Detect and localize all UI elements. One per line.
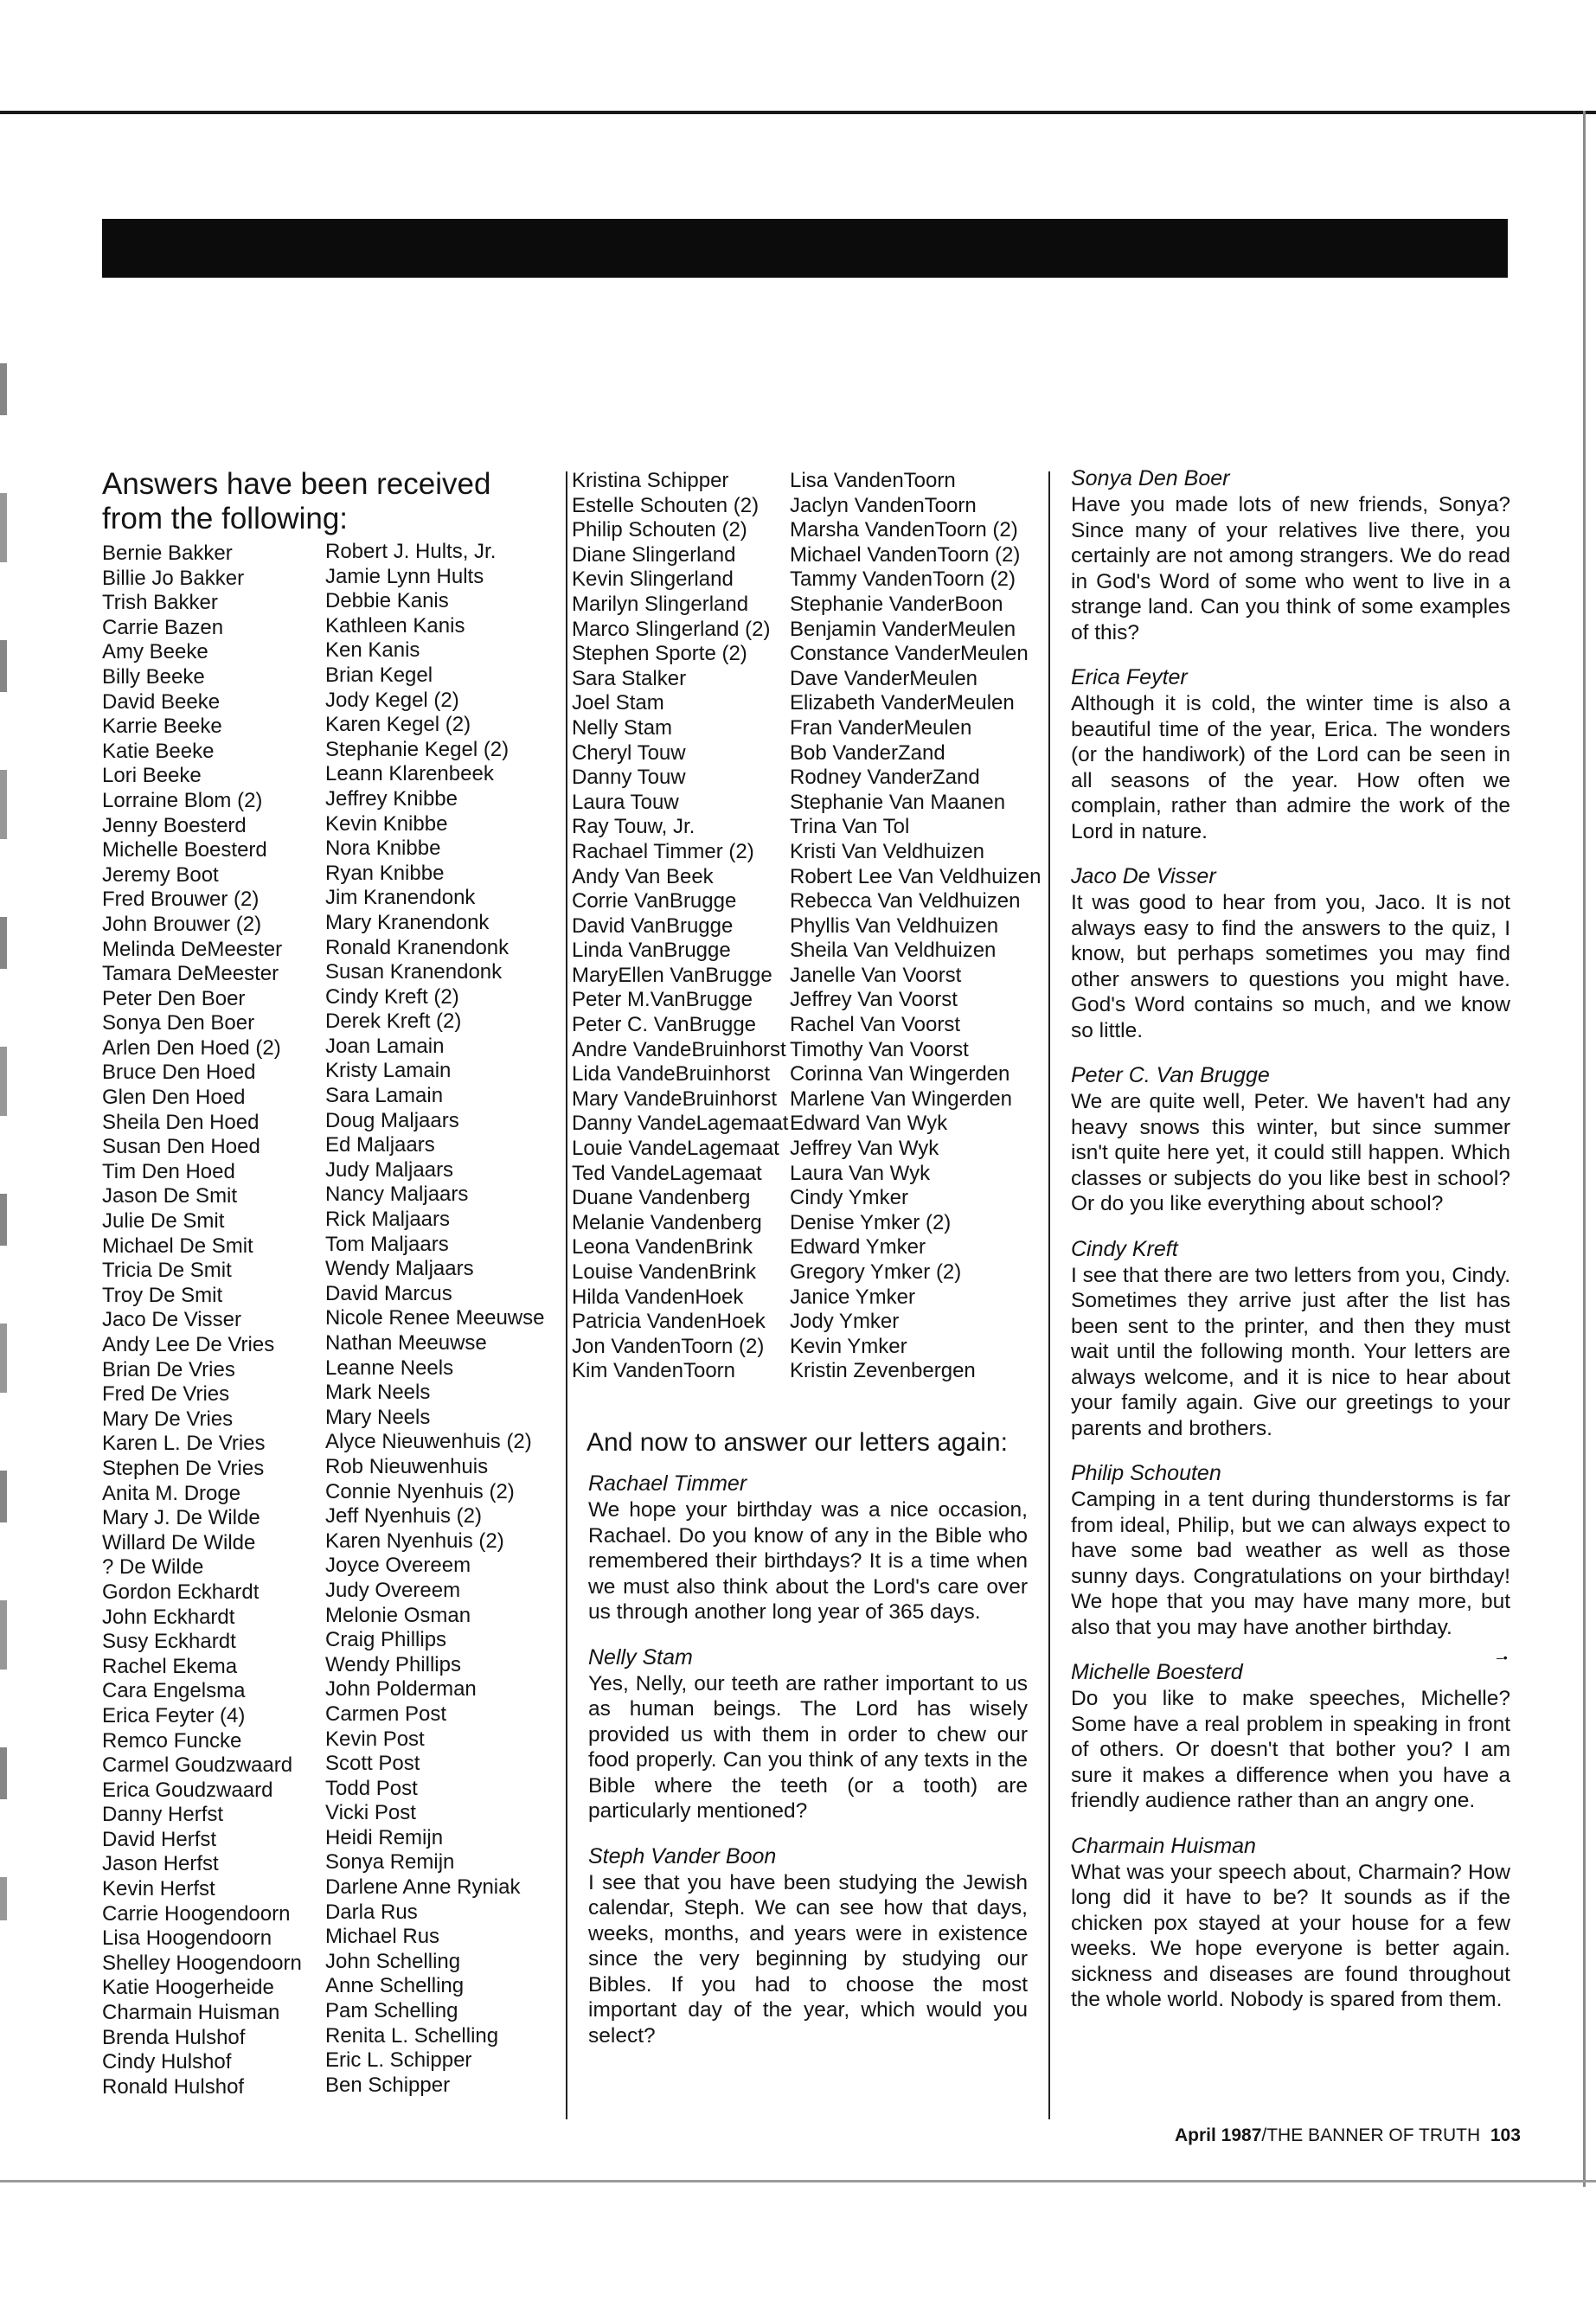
name-entry: Jeffrey Van Wyk bbox=[790, 1137, 939, 1161]
name-entry: Stephen Sporte (2) bbox=[572, 642, 747, 666]
name-entry: Gregory Ymker (2) bbox=[790, 1260, 962, 1284]
name-entry: Glen Den Hoed bbox=[102, 1086, 246, 1110]
footer-date: April 1987 bbox=[1175, 2125, 1262, 2145]
name-entry: Jenny Boesterd bbox=[102, 813, 247, 837]
name-entry: Linda VanBrugge bbox=[572, 939, 731, 963]
name-entry: Timothy Van Voorst bbox=[790, 1037, 969, 1061]
name-entry: Shelley Hoogendoorn bbox=[102, 1951, 302, 1975]
name-entry: Michael VandenToorn (2) bbox=[790, 542, 1021, 567]
name-entry: Erica Goudzwaard bbox=[102, 1778, 273, 1802]
name-entry: Lisa Hoogendoorn bbox=[102, 1926, 272, 1951]
name-entry: Renita L. Schelling bbox=[325, 2023, 499, 2048]
name-entry: Phyllis Van Veldhuizen bbox=[790, 913, 999, 938]
name-entry: Diane Slingerland bbox=[572, 542, 736, 567]
names-column-3 bbox=[572, 469, 790, 1384]
name-entry: Fred De Vries bbox=[102, 1382, 230, 1407]
letter-text: What was your speech about, Charmain? How long did it have to be? It sounds as if the chicken pox stayed at your house for a few weeks. We hope everyone is better again. sickness and diseases are found throughout the whole world. Nobody is spared from them. bbox=[1071, 1860, 1510, 2011]
name-entry: Elizabeth VanderMeulen bbox=[790, 691, 1015, 715]
name-entry: Jim Kranendonk bbox=[325, 886, 476, 910]
name-entry: Kristy Lamain bbox=[325, 1059, 452, 1083]
letter-text: I see that there are two letters from you, Cindy. Sometimes they arrive just after the list has been sent to the printer, and then they must wait until the following month. Your letters are always welcome, and it is nice to hear about your family again. Give our greetings to your parents and brothers. bbox=[1071, 1263, 1510, 1440]
letter-reply bbox=[1071, 664, 1510, 844]
name-entry: Tricia De Smit bbox=[102, 1259, 232, 1283]
name-entry: Wendy Phillips bbox=[325, 1652, 461, 1676]
name-entry: Lori Beeke bbox=[102, 764, 202, 788]
name-entry: Lorraine Blom (2) bbox=[102, 788, 263, 812]
name-entry: Janice Ymker bbox=[790, 1285, 915, 1309]
name-entry: Kathleen Kanis bbox=[325, 613, 465, 638]
name-entry: Mary Neels bbox=[325, 1405, 431, 1429]
letter-reply bbox=[588, 1843, 1028, 2049]
name-entry: Brenda Hulshof bbox=[102, 2025, 246, 2049]
names-column-4 bbox=[790, 469, 1049, 1384]
name-entry: David VanBrugge bbox=[572, 913, 734, 938]
name-entry: Ryan Knibbe bbox=[325, 861, 445, 885]
name-entry: Leanne Neels bbox=[325, 1356, 454, 1380]
name-entry: Lida VandeBruinhorst bbox=[572, 1062, 771, 1086]
name-entry: Jason Herfst bbox=[102, 1852, 219, 1876]
name-entry: Darlene Anne Ryniak bbox=[325, 1875, 521, 1900]
name-entry: Susy Eckhardt bbox=[102, 1630, 236, 1654]
letter-recipient: Nelly Stam bbox=[588, 1644, 693, 1670]
letter-reply bbox=[1071, 1236, 1510, 1442]
name-entry: Joyce Overeem bbox=[325, 1554, 471, 1578]
name-entry: Doug Maljaars bbox=[325, 1108, 459, 1132]
name-entry: Rodney VanderZand bbox=[790, 766, 980, 790]
name-entry: Michael De Smit bbox=[102, 1234, 253, 1258]
letter-reply bbox=[1071, 863, 1510, 1043]
names-list-4 bbox=[790, 469, 1049, 1384]
name-entry: Peter C. VanBrugge bbox=[572, 1013, 757, 1037]
names-list-2 bbox=[325, 540, 563, 2098]
letter-recipient: Erica Feyter bbox=[1071, 665, 1188, 689]
name-entry: Philip Schouten (2) bbox=[572, 518, 747, 542]
name-entry: Pam Schelling bbox=[325, 1999, 458, 2023]
name-entry: Michelle Boesterd bbox=[102, 838, 267, 862]
name-entry: Nathan Meeuwse bbox=[325, 1331, 487, 1355]
name-entry: Willard De Wilde bbox=[102, 1530, 256, 1554]
name-entry: Gordon Eckhardt bbox=[102, 1580, 260, 1604]
letter-recipient: Rachael Timmer bbox=[588, 1471, 747, 1496]
letter-text: I see that you have been studying the Jewish calendar, Steph. We can see how that days, weeks, months, and years were in existence since the very beginning by studying our Bibles. If you had to choose the most important day of the year, which would you select? bbox=[588, 1870, 1028, 2048]
name-entry: John Schelling bbox=[325, 1949, 461, 1973]
name-entry: Marsha VandenToorn (2) bbox=[790, 518, 1018, 542]
name-entry: Benjamin VanderMeulen bbox=[790, 617, 1016, 641]
name-entry: Peter M.VanBrugge bbox=[572, 988, 753, 1012]
name-entry: Andy Lee De Vries bbox=[102, 1333, 275, 1356]
name-entry: Jody Kegel (2) bbox=[325, 688, 459, 712]
name-entry: Kevin Slingerland bbox=[572, 567, 734, 592]
name-entry: ? De Wilde bbox=[102, 1555, 204, 1580]
name-entry: Anita M. Droge bbox=[102, 1481, 241, 1505]
footer-publication: /THE BANNER OF TRUTH bbox=[1261, 2125, 1481, 2145]
letter-reply bbox=[588, 1471, 1028, 1625]
name-entry: Danny Touw bbox=[572, 766, 686, 790]
name-entry: Andy Van Beek bbox=[572, 864, 714, 888]
letters-middle bbox=[588, 1471, 1028, 2067]
name-entry: Louie VandeLagemaat bbox=[572, 1137, 779, 1161]
name-entry: Duane Vandenberg bbox=[572, 1186, 751, 1210]
name-entry: Jeremy Boot bbox=[102, 862, 219, 887]
name-entry: Laura Van Wyk bbox=[790, 1161, 931, 1185]
name-entry: Carrie Hoogendoorn bbox=[102, 1901, 291, 1926]
name-entry: Fran VanderMeulen bbox=[790, 715, 972, 740]
name-entry: David Marcus bbox=[325, 1281, 452, 1305]
name-entry: Karen Nyenhuis (2) bbox=[325, 1529, 504, 1553]
name-entry: Heidi Remijn bbox=[325, 1825, 444, 1849]
name-entry: Robert Lee Van Veldhuizen bbox=[790, 864, 1042, 888]
name-entry: Constance VanderMeulen bbox=[790, 642, 1029, 666]
name-entry: Edward Van Wyk bbox=[790, 1112, 948, 1136]
letters-right bbox=[1071, 465, 1510, 2032]
name-entry: Remco Funcke bbox=[102, 1728, 242, 1753]
name-entry: Peter Den Boer bbox=[102, 986, 246, 1010]
name-entry: Corrie VanBrugge bbox=[572, 889, 737, 913]
name-entry: Jamie Lynn Hults bbox=[325, 564, 484, 588]
name-entry: Jeff Nyenhuis (2) bbox=[325, 1504, 482, 1529]
name-entry: Janelle Van Voorst bbox=[790, 963, 962, 987]
intro-heading: Answers have been received from the following: bbox=[102, 467, 491, 535]
letter-text: Do you like to make speeches, Michelle? Some have a real problem in speaking in front of others. Or doesn't that bother you? I am sure it makes a difference when you have a friendly audience rather than an angry one. bbox=[1071, 1687, 1510, 1812]
letter-reply bbox=[1071, 1460, 1510, 1640]
name-entry: Sara Stalker bbox=[572, 666, 687, 690]
name-entry: Jon VandenToorn (2) bbox=[572, 1334, 765, 1358]
name-entry: Kevin Herfst bbox=[102, 1877, 215, 1901]
name-entry: Carmel Goudzwaard bbox=[102, 1753, 293, 1778]
name-entry: Julie De Smit bbox=[102, 1209, 225, 1234]
name-entry: Wendy Maljaars bbox=[325, 1257, 474, 1281]
name-entry: David Beeke bbox=[102, 689, 221, 714]
name-entry: Mary Kranendonk bbox=[325, 910, 490, 934]
footer-page-number: 103 bbox=[1490, 2125, 1521, 2145]
letter-reply bbox=[1071, 1062, 1510, 1217]
letter-recipient: Jaco De Visser bbox=[1071, 864, 1216, 888]
letter-recipient: Charmain Huisman bbox=[1071, 1833, 1256, 1858]
name-entry: Brian De Vries bbox=[102, 1357, 235, 1381]
name-entry: Connie Nyenhuis (2) bbox=[325, 1479, 515, 1503]
binding-marks bbox=[0, 363, 7, 1920]
letter-text: We are quite well, Peter. We haven't had any heavy snows this winter, but since summer isn't quite here yet, it could still happen. Which classes or subjects do you like best in school? Or do you like everything about school? bbox=[1071, 1090, 1510, 1215]
name-entry: Marlene Van Wingerden bbox=[790, 1086, 1013, 1111]
name-entry: Bob VanderZand bbox=[790, 740, 945, 765]
name-entry: Debbie Kanis bbox=[325, 589, 449, 613]
name-entry: Bruce Den Hoed bbox=[102, 1061, 256, 1085]
name-entry: Katie Beeke bbox=[102, 739, 215, 763]
name-entry: Erica Feyter (4) bbox=[102, 1703, 246, 1727]
name-entry: Jaclyn VandenToorn bbox=[790, 493, 977, 517]
name-entry: Rachael Timmer (2) bbox=[572, 839, 754, 863]
scan-mark: ‒• bbox=[1497, 1650, 1508, 1664]
name-entry: Kevin Ymker bbox=[790, 1334, 907, 1358]
name-entry: Jody Ymker bbox=[790, 1310, 900, 1334]
name-entry: Tamara DeMeester bbox=[102, 962, 279, 986]
name-entry: Carrie Bazen bbox=[102, 615, 224, 639]
letter-text: It was good to hear from you, Jaco. It is not always easy to find the answers to the quiz, I know, but perhaps sometimes you may find other answers to questions you might have. God's Word contains so much, and we know so little. bbox=[1071, 891, 1510, 1042]
name-entry: Karrie Beeke bbox=[102, 715, 222, 739]
letter-reply bbox=[1071, 465, 1510, 645]
name-entry: Ben Schipper bbox=[325, 2073, 451, 2097]
name-entry: Trish Bakker bbox=[102, 591, 218, 615]
letter-recipient: Peter C. Van Brugge bbox=[1071, 1063, 1270, 1087]
name-entry: Sheila Van Veldhuizen bbox=[790, 939, 997, 963]
letter-reply bbox=[1071, 1659, 1510, 1814]
name-entry: Rob Nieuwenhuis bbox=[325, 1454, 489, 1478]
letter-text: We hope your birthday was a nice occasion, Rachael. Do you know of any in the Bible who remembered their birthdays? It is a time when we must also think about the Lord's care over us through another long year of 365 days. bbox=[588, 1498, 1028, 1624]
name-entry: Edward Ymker bbox=[790, 1235, 926, 1259]
name-entry: Craig Phillips bbox=[325, 1628, 447, 1652]
name-entry: Vicki Post bbox=[325, 1801, 416, 1825]
letter-text: Yes, Nelly, our teeth are rather important to us as human beings. The Lord has wisely provided us with them in order to chew our food properly. Can you think of any texts in the Bible where the teeth (or a tooth) are particularly mentioned? bbox=[588, 1671, 1028, 1823]
name-entry: Patricia VandenHoek bbox=[572, 1310, 766, 1334]
letter-reply bbox=[1071, 1833, 1510, 2013]
name-entry: Tammy VandenToorn (2) bbox=[790, 567, 1016, 592]
name-entry: Cara Engelsma bbox=[102, 1679, 246, 1703]
name-entry: Rachel Van Voorst bbox=[790, 1013, 961, 1037]
name-entry: Derek Kreft (2) bbox=[325, 1009, 462, 1034]
name-entry: Andre VandeBruinhorst bbox=[572, 1037, 786, 1061]
name-entry: Robert J. Hults, Jr. bbox=[325, 540, 497, 563]
name-entry: Kristina Schipper bbox=[572, 469, 729, 492]
letter-recipient: Cindy Kreft bbox=[1071, 1236, 1178, 1261]
letter-text: Have you made lots of new friends, Sonya? Since many of your relatives live there, you certainly are not among strangers. We do read in God's Word of some who went to live in a strange land. Can you think of some examples of this? bbox=[1071, 493, 1510, 644]
name-entry: Judy Maljaars bbox=[325, 1157, 454, 1182]
name-entry: Rebecca Van Veldhuizen bbox=[790, 889, 1021, 913]
name-entry: Stephanie VanderBoon bbox=[790, 592, 1003, 616]
name-entry: Katie Hoogerheide bbox=[102, 1976, 274, 2000]
page-footer bbox=[1175, 2125, 1521, 2146]
right-page-edge bbox=[1583, 111, 1586, 2187]
name-entry: Nora Knibbe bbox=[325, 836, 441, 861]
name-entry: Mary De Vries bbox=[102, 1407, 234, 1431]
names-column-2 bbox=[325, 540, 563, 2098]
name-entry: Ronald Kranendonk bbox=[325, 935, 510, 959]
name-entry: Estelle Schouten (2) bbox=[572, 493, 760, 517]
name-entry: Bernie Bakker bbox=[102, 542, 233, 565]
letter-recipient: Sonya Den Boer bbox=[1071, 466, 1230, 490]
letter-text: Although it is cold, the winter time is also a beautiful time of the year, Erica. The wonders (or the handiwork) of the Lord can be seen in all seasons of the year. How often we complain, rather than admire the work of the Lord in nature. bbox=[1071, 692, 1510, 843]
letter-reply bbox=[588, 1644, 1028, 1824]
name-entry: Arlen Den Hoed (2) bbox=[102, 1035, 281, 1060]
letter-recipient: Michelle Boesterd bbox=[1071, 1660, 1243, 1684]
name-entry: Eric L. Schipper bbox=[325, 2048, 472, 2073]
name-entry: David Herfst bbox=[102, 1827, 217, 1851]
name-entry: Denise Ymker (2) bbox=[790, 1210, 952, 1234]
name-entry: Anne Schelling bbox=[325, 1974, 465, 1998]
name-entry: Carmen Post bbox=[325, 1702, 447, 1726]
header-banner bbox=[102, 219, 1508, 278]
name-entry: Jeffrey Van Voorst bbox=[790, 988, 958, 1012]
name-entry: Nancy Maljaars bbox=[325, 1183, 469, 1207]
name-entry: Marco Slingerland (2) bbox=[572, 617, 771, 641]
name-entry: Tim Den Hoed bbox=[102, 1159, 235, 1183]
name-entry: Ken Kanis bbox=[325, 638, 420, 663]
name-entry: Cheryl Touw bbox=[572, 740, 686, 765]
name-entry: Cindy Hulshof bbox=[102, 2050, 232, 2074]
name-entry: Alyce Nieuwenhuis (2) bbox=[325, 1430, 532, 1454]
name-entry: Troy De Smit bbox=[102, 1283, 223, 1307]
column-divider-left bbox=[566, 471, 567, 2119]
name-entry: Karen Kegel (2) bbox=[325, 713, 471, 737]
name-entry: Laura Touw bbox=[572, 790, 679, 814]
name-entry: Billie Jo Bakker bbox=[102, 566, 245, 590]
name-entry: John Polderman bbox=[325, 1677, 477, 1702]
names-list-3 bbox=[572, 469, 790, 1384]
name-entry: Mark Neels bbox=[325, 1381, 431, 1405]
name-entry: Danny Herfst bbox=[102, 1803, 224, 1827]
name-entry: Sonya Remijn bbox=[325, 1850, 455, 1875]
name-entry: Ed Maljaars bbox=[325, 1133, 435, 1157]
name-entry: Rachel Ekema bbox=[102, 1654, 238, 1678]
name-entry: Amy Beeke bbox=[102, 640, 208, 664]
top-edge-rule bbox=[0, 111, 1596, 114]
name-entry: Joel Stam bbox=[572, 691, 664, 715]
name-entry: Brian Kegel bbox=[325, 663, 433, 687]
name-entry: Marilyn Slingerland bbox=[572, 592, 749, 616]
name-entry: Stephen De Vries bbox=[102, 1456, 265, 1480]
letter-text: Camping in a tent during thunderstorms is far from ideal, Philip, but we can always expect to have some bad weather as well as those sunny days. Congratulations on your birthday! We hope that you may have many more, but also that you may have another birthday. bbox=[1071, 1488, 1510, 1639]
name-entry: Danny VandeLagemaat bbox=[572, 1112, 789, 1136]
name-entry: John Eckhardt bbox=[102, 1605, 235, 1629]
name-entry: Melonie Osman bbox=[325, 1603, 471, 1627]
name-entry: Cindy Kreft (2) bbox=[325, 984, 459, 1009]
letter-recipient: Steph Vander Boon bbox=[588, 1843, 777, 1868]
name-entry: Sheila Den Hoed bbox=[102, 1110, 260, 1134]
name-entry: Jason De Smit bbox=[102, 1184, 238, 1208]
name-entry: Charmain Huisman bbox=[102, 2001, 280, 2025]
name-entry: Mary J. De Wilde bbox=[102, 1506, 260, 1530]
name-entry: Judy Overeem bbox=[325, 1578, 461, 1602]
name-entry: Jeffrey Knibbe bbox=[325, 786, 458, 811]
name-entry: Karen L. De Vries bbox=[102, 1432, 266, 1456]
name-entry: Susan Kranendonk bbox=[325, 960, 503, 984]
name-entry: Nicole Renee Meeuwse bbox=[325, 1306, 545, 1330]
name-entry: Stephanie Van Maanen bbox=[790, 790, 1006, 814]
name-entry: Fred Brouwer (2) bbox=[102, 888, 260, 912]
name-entry: Susan Den Hoed bbox=[102, 1135, 260, 1159]
name-entry: Kevin Knibbe bbox=[325, 811, 448, 836]
name-entry: Stephanie Kegel (2) bbox=[325, 737, 510, 761]
bottom-edge-rule bbox=[0, 2180, 1596, 2182]
name-entry: Sonya Den Boer bbox=[102, 1011, 255, 1035]
name-entry: Darla Rus bbox=[325, 1900, 418, 1924]
name-entry: Michael Rus bbox=[325, 1925, 440, 1949]
name-entry: Leann Klarenbeek bbox=[325, 762, 494, 786]
answers-heading: And now to answer our letters again: bbox=[586, 1428, 1008, 1457]
name-entry: Kristin Zevenbergen bbox=[790, 1359, 976, 1383]
name-entry: Billy Beeke bbox=[102, 664, 205, 689]
name-entry: Lisa VandenToorn bbox=[790, 469, 956, 492]
name-entry: Leona VandenBrink bbox=[572, 1235, 753, 1259]
name-entry: Trina Van Tol bbox=[790, 815, 910, 839]
name-entry: Joan Lamain bbox=[325, 1034, 445, 1058]
name-entry: Mary VandeBruinhorst bbox=[572, 1086, 777, 1111]
column-divider-right bbox=[1048, 471, 1050, 2119]
name-entry: Corinna Van Wingerden bbox=[790, 1062, 1010, 1086]
name-entry: Melinda DeMeester bbox=[102, 937, 283, 961]
name-entry: Melanie Vandenberg bbox=[572, 1210, 762, 1234]
name-entry: Dave VanderMeulen bbox=[790, 666, 978, 690]
name-entry: Todd Post bbox=[325, 1776, 418, 1800]
name-entry: John Brouwer (2) bbox=[102, 912, 262, 936]
name-entry: Louise VandenBrink bbox=[572, 1260, 757, 1284]
name-entry: Kristi Van Veldhuizen bbox=[790, 839, 985, 863]
name-entry: Sara Lamain bbox=[325, 1084, 444, 1108]
name-entry: Cindy Ymker bbox=[790, 1186, 908, 1210]
name-entry: Nelly Stam bbox=[572, 715, 673, 740]
name-entry: Kim VandenToorn bbox=[572, 1359, 735, 1383]
name-entry: Rick Maljaars bbox=[325, 1208, 451, 1232]
name-entry: Ted VandeLagemaat bbox=[572, 1161, 762, 1185]
name-entry: Kevin Post bbox=[325, 1727, 425, 1751]
name-entry: MaryEllen VanBrugge bbox=[572, 963, 772, 987]
name-entry: Ray Touw, Jr. bbox=[572, 815, 695, 839]
name-entry: Tom Maljaars bbox=[325, 1232, 449, 1256]
name-entry: Ronald Hulshof bbox=[102, 2074, 245, 2099]
name-entry: Jaco De Visser bbox=[102, 1308, 241, 1332]
name-entry: Scott Post bbox=[325, 1752, 420, 1776]
letter-recipient: Philip Schouten bbox=[1071, 1461, 1221, 1485]
name-entry: Hilda VandenHoek bbox=[572, 1285, 744, 1309]
